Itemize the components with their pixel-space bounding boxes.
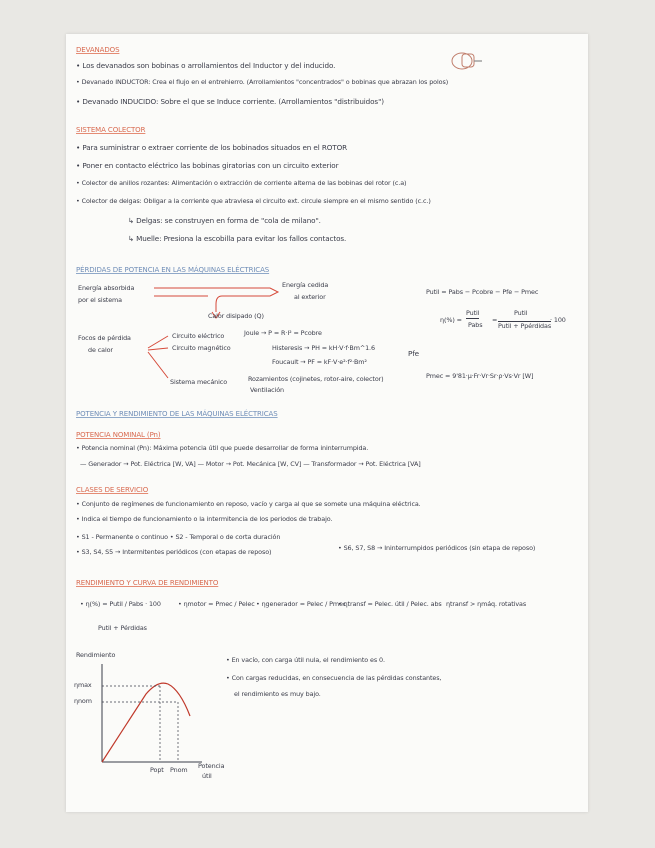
eta-den-2: Putil + Ppérdidas [498,322,552,330]
devanados-line-3: • Devanado INDUCIDO: Sobre el que se Induce corriente. (Arrollamientos "distribuidos") [76,97,384,106]
motor-sketch-icon [448,48,484,74]
graph-xlabel-2: útil [202,772,212,780]
foucault-loss: Foucault → PF = kF·V·e²·f²·Bm² [272,358,367,366]
devanados-heading: DEVANADOS [76,46,120,54]
colector-line-3: • Colector de anillos rozantes: Alimentación o extracción de corriente alterna de las bobinas del rotor (c.a) [76,179,407,187]
eta-den-1: Pabs [468,321,483,329]
efficiency-curve-graph [76,662,206,772]
devanados-line-2: • Devanado INDUCTOR: Crea el flujo en el entrehierro. (Arrollamientos "concentrados" o bobinas que abrazan los polos) [76,78,449,86]
graph-eta-nom: ηnom [74,697,92,705]
eta-label: η(%) = [440,316,462,324]
energia-absorbida-2: por el sistema [78,296,122,304]
note-vacio: • En vacío, con carga útil nula, el rendimiento es 0. [226,656,385,664]
histeresis-loss: Histeresis → PH = kH·V·f·Bm^1.6 [272,344,375,352]
sistema-mecanico: Sistema mecánico [170,378,228,386]
circuito-magnetico: Circuito magnético [172,344,231,352]
notebook-page [66,34,588,812]
graph-xlabel-1: Potencia [198,762,225,770]
note-cargas-1: • Con cargas reducidas, en consecuencia de las pérdidas constantes, [226,674,442,682]
potencia-nominal-heading: POTENCIA NOMINAL (Pn) [76,431,161,439]
eta-num-1: Putil [466,309,480,317]
devanados-line-1: • Los devanados son bobinas o arrollamientos del Inductor y del inducido. [76,61,336,70]
clases-servicio-heading: CLASES DE SERVICIO [76,486,149,494]
clases-line-4: • S3, S4, S5 → Intermitentes periódicos (con etapas de reposo) [76,548,272,556]
note-cargas-2: el rendimiento es muy bajo. [234,690,321,698]
focos-perdida-2: de calor [88,346,113,354]
colector-line-6: ↳ Muelle: Presiona la escobilla para evitar los fallos contactos. [128,234,347,243]
perdidas-heading: PÉRDIDAS DE POTENCIA EN LAS MÁQUINAS ELÉCTRICAS [76,266,270,274]
eta-formula-denominator: Putil + Pérdidas [98,624,147,632]
joule-loss: Joule → P = R·I² = Pcobre [244,329,322,337]
colector-line-1: • Para suministrar o extraer corriente de los bobinados situados en el ROTOR [76,143,348,152]
pfe-label: Pfe [408,349,419,358]
circuito-electrico: Circuito eléctrico [172,332,225,340]
eta-equals: = [492,316,498,324]
clases-line-5: • S6, S7, S8 → Ininterrumpidos periódicos (sin etapa de reposo) [338,544,536,552]
clases-line-1: • Conjunto de regímenes de funcionamiento en reposo, vacío y carga al que se somete una máquina eléctrica. [76,500,421,508]
focos-perdida-1: Focos de pérdida [78,334,131,342]
eta-formula: • η(%) = Putil / Pabs · 100 [80,600,161,608]
colector-line-2: • Poner en contacto eléctrico las bobinas giratorias con un circuito exterior [76,161,339,170]
graph-p-nom: Pnom [170,766,188,774]
colector-line-4: • Colector de delgas: Obligar a la corriente que atraviesa el circuito ext. circule siempre en el mismo sentido (c.c.) [76,197,431,205]
energia-absorbida-1: Energía absorbida [78,284,135,292]
graph-p-opt: Popt [150,766,164,774]
graph-eta-max: ηmax [74,681,92,689]
potencia-tipos-line: — Generador → Pot. Eléctrica [W, VA] — Motor → Pot. Mecánica [W, CV] — Transformador → Pot. Eléctrica [VA] [80,460,421,468]
rozamientos-loss: Rozamientos (cojinetes, rotor-aire, colector) [248,375,384,383]
eta-transf-formula: • ηtransf = Pelec. útil / Pelec. abs [338,600,442,608]
eta-motor-formula: • ηmotor = Pmec / Pelec [178,600,255,608]
pmec-formula: Pmec = 9'81·μ·Fr·Vr·Sr·ρ·Vs·Vr [W] [426,372,534,380]
eta-num-2: Putil [514,309,528,317]
colector-heading: SISTEMA COLECTOR [76,126,146,134]
eta-comparison: ηtransf > ηmáq. rotativas [446,600,527,608]
graph-ylabel: Rendimiento [76,651,116,659]
clases-line-2: • Indica el tiempo de funcionamiento o la intermitencia de los periodos de trabajo. [76,515,333,523]
eta-times-100: · 100 [550,316,566,324]
energia-cedida-1: Energía cedida [282,281,329,289]
putil-equation: Putil = Pabs − Pcobre − Pfe − Pmec [426,288,539,296]
clases-line-3: • S1 - Permanente o continuo • S2 - Temporal o de corta duración [76,533,281,541]
eta-generador-formula: • ηgenerador = Pelec / Pmec [256,600,347,608]
colector-line-5: ↳ Delgas: se construyen en forma de "cola de milano". [128,216,321,225]
energia-cedida-2: al exterior [294,293,326,301]
rendimiento-heading: RENDIMIENTO Y CURVA DE RENDIMIENTO [76,579,219,587]
potencia-heading: POTENCIA Y RENDIMIENTO DE LAS MÁQUINAS ELÉCTRICAS [76,410,278,418]
branch-arrows-icon [146,328,172,384]
potencia-nominal-line: • Potencia nominal (Pn): Máxima potencia útil que puede desarrollar de forma ininterrumpida. [76,444,369,452]
calor-disipado: Calor disipado (Q) [208,312,264,320]
ventilacion-loss: Ventilación [250,386,284,394]
